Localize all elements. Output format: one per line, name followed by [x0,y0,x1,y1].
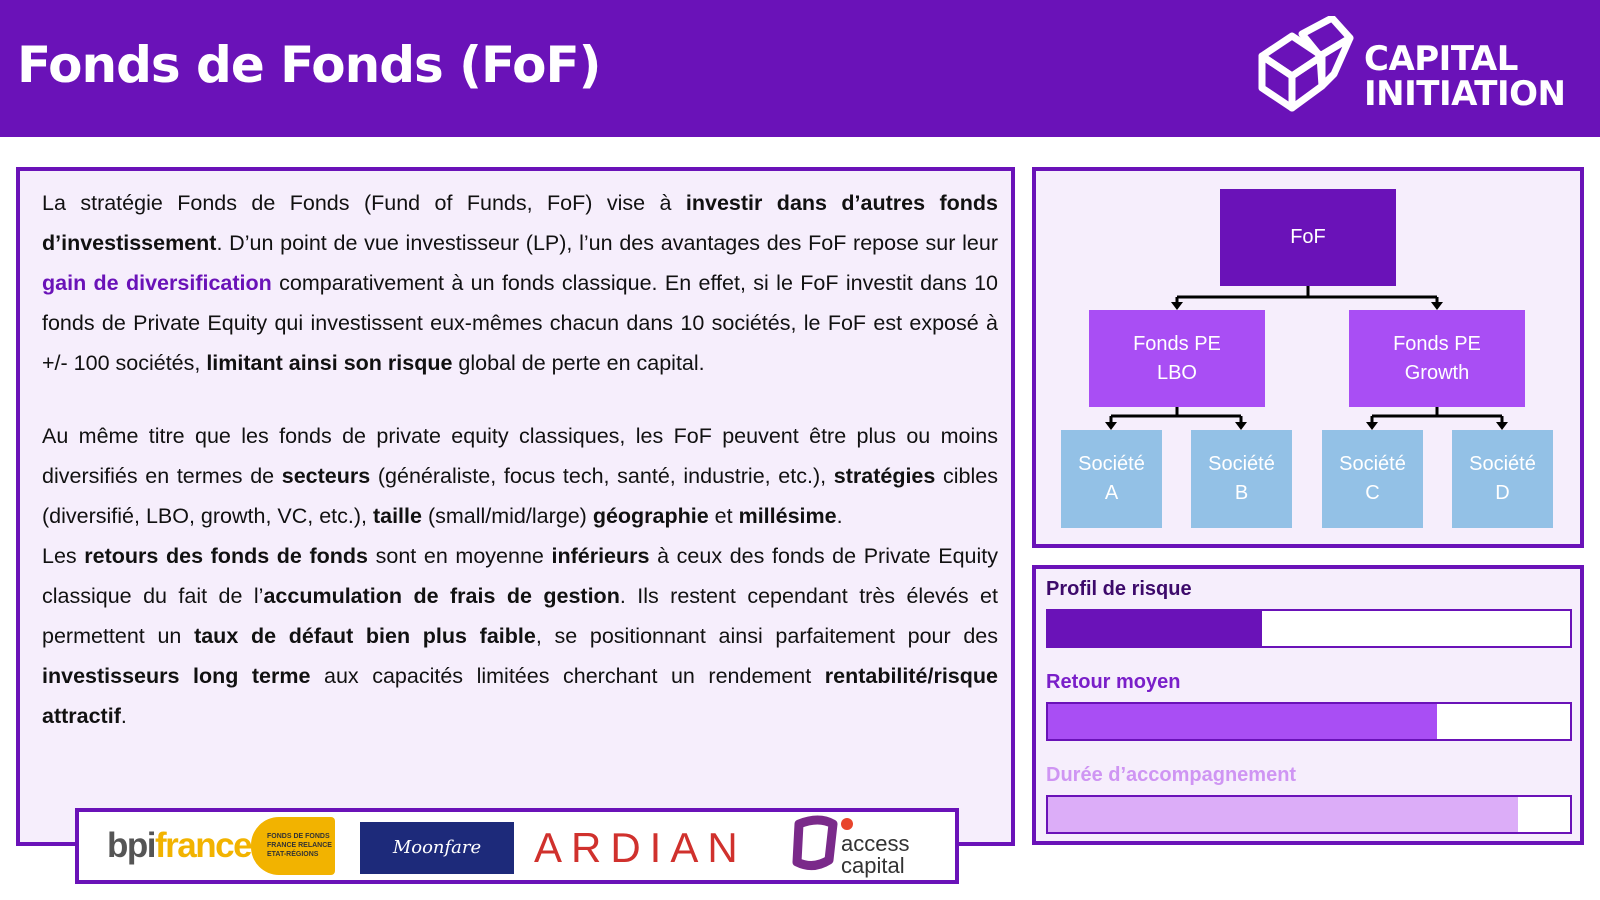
node-company-b [1191,430,1292,528]
node-company-a-label: Société A [1078,453,1145,504]
bold-text: géographie [592,504,709,528]
bpifrance-badge-text: FONDS DE FONDS FRANCE RELANCE ETAT-RÉGIONS [267,833,332,858]
bold-text: investir dans d’autres fonds d’investissement [42,191,999,255]
metric-return-fill [1048,704,1437,739]
bold-text: taux de défaut bien plus faible [194,624,536,648]
bpifrance-logo-text: bpi [107,826,155,865]
node-company-a [1061,430,1162,528]
bpifrance-logo-accent: france [154,826,252,865]
page-title: Fonds de Fonds (FoF) [17,36,601,94]
partner-logos-strip [75,808,959,884]
bold-text: inférieurs [551,544,650,568]
fof-structure-diagram [1032,167,1584,548]
ardian-logo: ARDIAN [534,824,747,871]
node-fof [1220,189,1396,286]
metric-duration-bar [1046,795,1572,834]
node-fund-growth [1349,310,1525,407]
node-fof-label: FoF [1290,226,1326,248]
node-fund-growth-label: Fonds PE Growth [1393,332,1481,384]
bold-text: investisseurs long terme [42,664,311,688]
metrics-panel [1032,565,1584,845]
bpifrance-fof-badge [251,817,335,875]
metric-risk-bar [1046,609,1572,648]
access-capital-logo: access capital [841,831,910,878]
node-fund-lbo-label: Fonds PE LBO [1133,332,1221,384]
node-company-c [1322,430,1423,528]
bold-text: retours des fonds de fonds [84,544,369,568]
paragraph-returns: Les retours des fonds de fonds sont en moyenne inférieurs à ceux des fonds de Private Equity classique du fait de l’accumulation de frais de gestion. Ils restent cependant très élevés et permettent un taux de défaut bien plus faible, se positionnant ainsi parfaitement pour des investisseurs long terme aux capacités limitées cherchant un rendement rentabilité/risque attractif. [42,544,999,728]
description-panel [16,167,1015,846]
bpifrance-logo [107,826,251,866]
metric-return-label: Retour moyen [1046,671,1181,693]
paragraph-intro: La stratégie Fonds de Fonds (Fund of Funds, FoF) vise à investir dans d’autres fonds d’investissement. D’un point de vue investisseur (LP), l’un des avantages des FoF repose sur leur gain de diversification comparativement à un fonds classique. En effet, si le FoF investit dans 10 fonds de Private Equity qui investissent eux-mêmes chacun dans 10 sociétés, le FoF est exposé à +/- 100 sociétés, limitant ainsi son risque global de perte en capital. [42,191,999,375]
node-company-d [1452,430,1553,528]
node-company-d-label: Société D [1469,453,1536,504]
node-company-c-label: Société C [1339,453,1406,504]
logo-line-1: CAPITAL [1364,39,1518,79]
node-company-b-label: Société B [1208,453,1275,504]
bold-text: rentabilité/risque attractif [42,664,998,728]
bold-text: millésime [738,504,837,528]
metric-risk-fill [1048,611,1262,646]
highlight-text: gain de diversification [42,271,272,295]
bold-text: stratégies [833,464,936,488]
bold-text: limitant ainsi son risque [206,351,453,375]
metric-duration-fill [1048,797,1518,832]
metric-return-bar [1046,702,1572,741]
node-fund-lbo [1089,310,1265,407]
logo-line-2: INITIATION [1364,74,1566,114]
paragraph-diversification: Au même titre que les fonds de private equity classiques, les FoF peuvent être plus ou moins diversifiés en termes de secteurs (généraliste, focus tech, santé, industrie, etc.), stratégies cibles (diversifié, LBO, growth, VC, etc.), taille (small/mid/large) géographie et millésime. [42,424,998,528]
bold-text: taille [372,504,422,528]
bold-text: secteurs [281,464,371,488]
header-banner [0,0,1600,137]
logo-wordmark [1364,39,1566,114]
metric-duration-label: Durée d’accompagnement [1046,764,1297,786]
bold-text: accumulation de frais de gestion [263,584,620,608]
metric-risk-label: Profil de risque [1046,578,1192,600]
moonfare-logo: Moonfare [360,822,514,874]
